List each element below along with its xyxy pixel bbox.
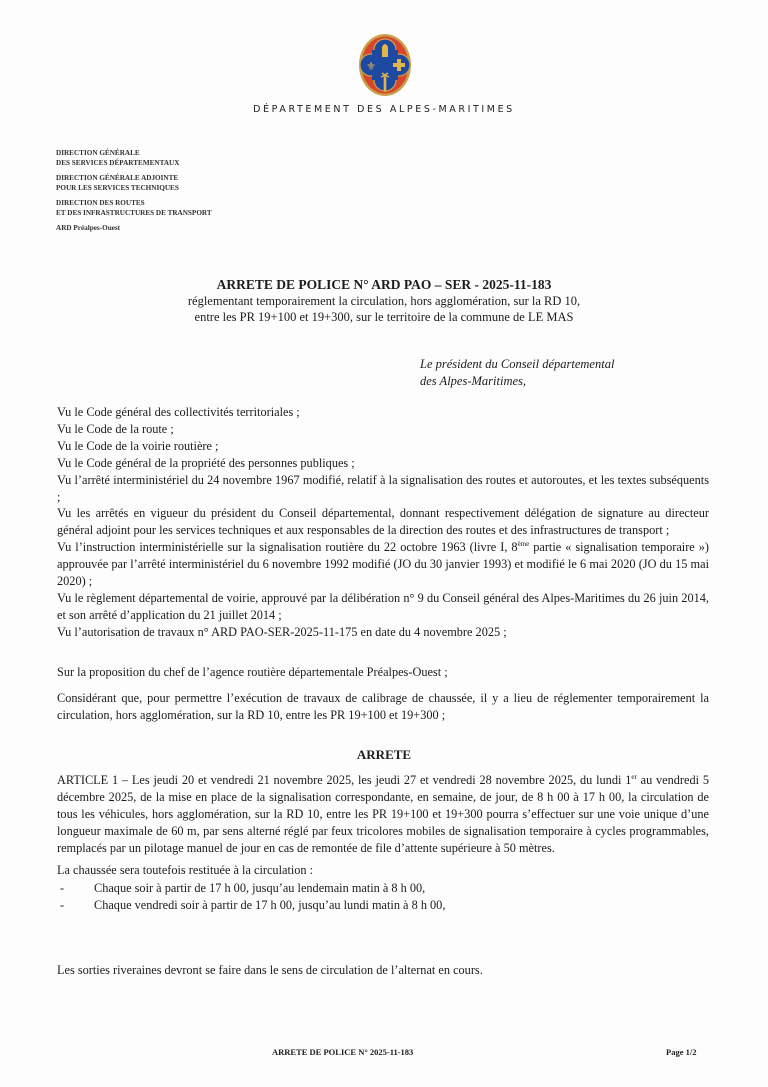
decree-title-block: [0, 277, 768, 325]
vu-clause-instruction: [57, 539, 709, 590]
coat-of-arms-logo: [358, 33, 412, 97]
fleur-de-lis-icon: ⚜: [366, 60, 376, 73]
tower-icon: [382, 44, 388, 57]
decree-subtitle-line: réglementant temporairement la circulation, hors agglomération, sur la RD 10,: [187, 294, 581, 308]
direction-group: [56, 148, 212, 168]
department-name: DÉPARTEMENT DES ALPES-MARITIMES: [253, 104, 515, 115]
direction-line: ET DES INFRASTRUCTURES DE TRANSPORT: [56, 209, 212, 217]
president-line: des Alpes-Maritimes,: [420, 374, 527, 388]
vu-clauses: [57, 404, 709, 641]
president-signatory: [420, 356, 614, 390]
superscript: er: [631, 772, 637, 781]
footer-reference: ARRETE DE POLICE N° 2025-11-183: [272, 1047, 414, 1057]
text-segment: partie « signalisation temporaire ») approuvée par l’arrêté interministériel du 6 novembre 1992 modifié (JO du 30 janvier 1993) et modifié le 6 mai 2020 (JO du 15 mai 2020) ;: [57, 540, 709, 589]
list-item-text: Chaque soir à partir de 17 h 00, jusqu’au lendemain matin à 8 h 00,: [94, 881, 426, 895]
direction-line: DIRECTION GÉNÉRALE: [56, 149, 140, 157]
direction-group: [56, 198, 212, 218]
considerant-paragraph: Considérant que, pour permettre l’exécution de travaux de calibrage de chaussée, il y a lieu de réglementer temporairement la circulation, hors agglomération, sur la RD 10, entre les PR 19+100 et 19+300 ;: [57, 691, 709, 722]
direction-group: [56, 223, 212, 233]
vu-clause: Vu le Code général des collectivités territoriales ;: [57, 405, 300, 419]
restitution-paragraph: La chaussée sera toutefois restituée à la circulation :: [57, 863, 314, 877]
vu-clause: Vu le Code de la route ;: [57, 421, 174, 436]
page-number: Page 1/2: [666, 1047, 697, 1057]
bullet-dash: -: [60, 881, 65, 895]
vu-clause: Vu le Code général de la propriété des personnes publiques ;: [57, 455, 355, 470]
superscript: ème: [517, 540, 530, 549]
direction-line: DIRECTION GÉNÉRALE ADJOINTE: [56, 174, 179, 182]
vu-clause: Vu les arrêtés en vigueur du président du Conseil départemental, donnant respectivement délégation de signature au directeur général adjoint pour les services techniques et aux responsables de la direction des routes et des infrastructures de transport ;: [57, 506, 709, 538]
list-item: [60, 897, 445, 914]
text-segment: ARTICLE 1 – Les jeudi 20 et vendredi 21 novembre 2025, les jeudi 27 et vendredi 28 novembre 2025, du lundi 1: [57, 773, 632, 787]
arrete-heading: ARRETE: [356, 747, 412, 762]
text-segment: Vu l’instruction interministérielle sur la signalisation routière du 22 octobre 1963 (livre I, 8: [57, 540, 518, 555]
decree-subtitle-line: entre les PR 19+100 et 19+300, sur le territoire de la commune de LE MAS: [194, 310, 574, 324]
sorties-paragraph: Les sorties riveraines devront se faire dans le sens de circulation de l’alternat en cours.: [57, 963, 483, 977]
list-item-text: Chaque vendredi soir à partir de 17 h 00, jusqu’au lundi matin à 8 h 00,: [94, 897, 446, 912]
text-segment: au vendredi 5 décembre 2025, de la mise en place de la signalisation correspondante, en semaine, de jour, de 8 h 00 à 17 h 00, la circulation de tous les véhicules, hors agglomération, sur la RD 10, entre les PR 19+100 et 19+300 pourra s’effectuer sur une voie unique d’une longueur maximale de 60 m, par sens alterné réglé par feux tricolores mobiles de signalisation temporaire à cycles programmables, remplacés par un pilotage manuel de jour en cas de remontée de file d’attente supérieure à 50 mètres.: [57, 773, 710, 855]
direction-line: POUR LES SERVICES TECHNIQUES: [56, 184, 179, 192]
directions-block: [56, 148, 212, 238]
restitution-list: [60, 880, 445, 914]
article-1: [57, 772, 709, 857]
direction-line: DES SERVICES DÉPARTEMENTAUX: [56, 159, 180, 167]
list-item: [60, 880, 445, 897]
proposition-paragraph: Sur la proposition du chef de l’agence routière départementale Préalpes-Ouest ;: [57, 665, 448, 679]
decree-title: ARRETE DE POLICE N° ARD PAO – SER - 2025-11-183: [216, 277, 552, 292]
vu-clause: Vu l’autorisation de travaux n° ARD PAO-SER-2025-11-175 en date du 4 novembre 2025 ;: [57, 624, 507, 639]
direction-line: ARD Préalpes-Ouest: [56, 224, 121, 232]
vu-clause: Vu le règlement départemental de voirie, approuvé par la délibération n° 9 du Conseil général des Alpes-Maritimes du 26 juin 2014, et son arrêté d’application du 21 juillet 2014 ;: [57, 590, 709, 622]
president-line: Le président du Conseil départemental: [420, 357, 615, 371]
direction-line: DIRECTION DES ROUTES: [56, 199, 145, 207]
vu-clause: Vu l’arrêté interministériel du 24 novembre 1967 modifié, relatif à la signalisation des routes et autoroutes, et les textes subséquents ;: [57, 472, 709, 504]
bullet-dash: -: [60, 897, 65, 912]
vu-clause: Vu le Code de la voirie routière ;: [57, 438, 219, 453]
direction-group: [56, 173, 212, 193]
